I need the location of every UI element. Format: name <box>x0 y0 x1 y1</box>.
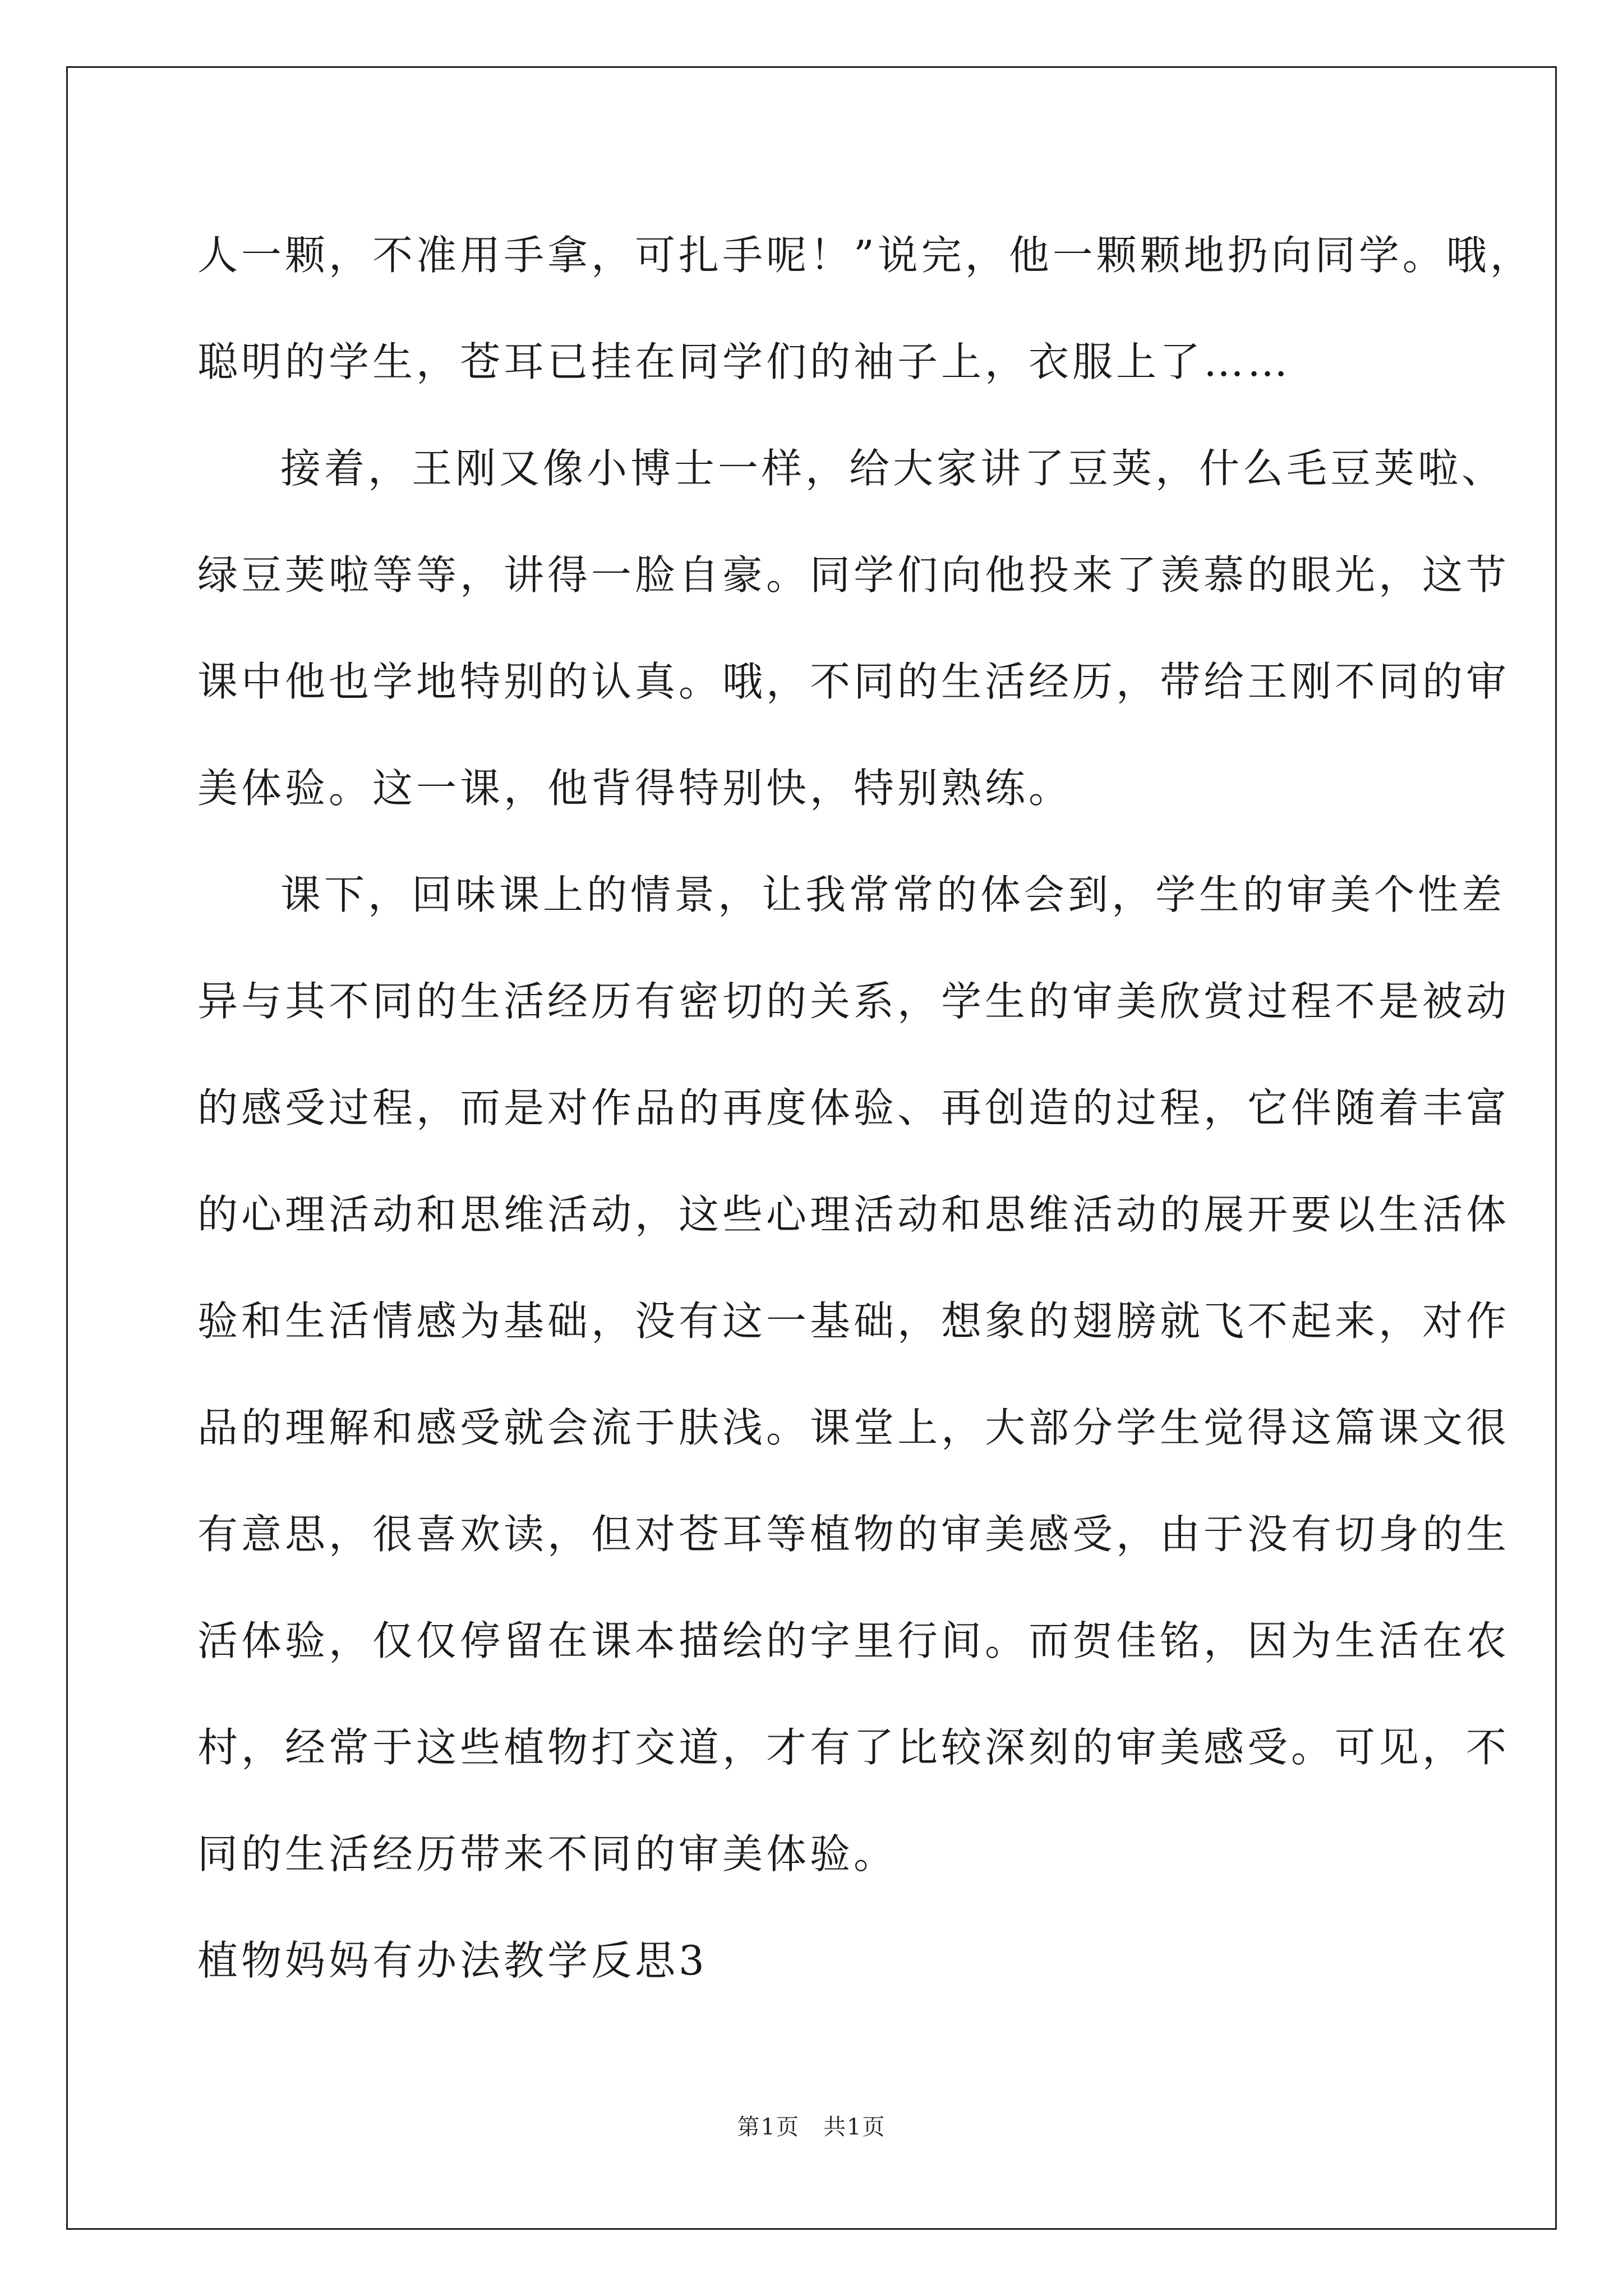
text-line: 活体验，仅仅停留在课本描绘的字里行间。而贺佳铭，因为生活在农 <box>197 1617 1510 1664</box>
text-line: 品的理解和感受就会流于肤浅。课堂上，大部分学生觉得这篇课文很 <box>197 1404 1510 1451</box>
section-heading: 植物妈妈有办法教学反思3 <box>197 1937 708 1984</box>
text-line: 课下，回味课上的情景，让我常常的体会到，学生的审美个性差 <box>280 871 1506 918</box>
page-footer: 第1页 共1页 <box>737 2114 886 2140</box>
text-line: 人一颗，不准用手拿，可扎手呢！”说完，他一颗颗地扔向同学。哦， <box>197 232 1534 279</box>
text-line: 聪明的学生，苍耳已挂在同学们的袖子上，衣服上了…… <box>197 338 1292 385</box>
text-line: 的感受过程，而是对作品的再度体验、再创造的过程，它伴随着丰富 <box>197 1084 1510 1131</box>
text-line: 同的生活经历带来不同的审美体验。 <box>197 1830 898 1878</box>
text-line: 课中他也学地特别的认真。哦，不同的生活经历，带给王刚不同的审 <box>197 658 1510 705</box>
text-line: 有意思，很喜欢读，但对苍耳等植物的审美感受，由于没有切身的生 <box>197 1511 1510 1558</box>
text-line: 验和生活情感为基础，没有这一基础，想象的翅膀就飞不起来，对作 <box>197 1297 1510 1345</box>
text-line: 村，经常于这些植物打交道，才有了比较深刻的审美感受。可见，不 <box>197 1724 1510 1771</box>
text-line: 绿豆荚啦等等，讲得一脸自豪。同学们向他投来了羡慕的眼光，这节 <box>197 551 1510 599</box>
document-body <box>197 202 1534 2014</box>
text-line: 的心理活动和思维活动，这些心理活动和思维活动的展开要以生活体 <box>197 1191 1510 1238</box>
text-line: 接着，王刚又像小博士一样，给大家讲了豆荚，什么毛豆荚啦、 <box>280 445 1506 492</box>
text-line: 美体验。这一课，他背得特别快，特别熟练。 <box>197 765 1073 812</box>
text-line: 异与其不同的生活经历有密切的关系，学生的审美欣赏过程不是被动 <box>197 978 1510 1025</box>
